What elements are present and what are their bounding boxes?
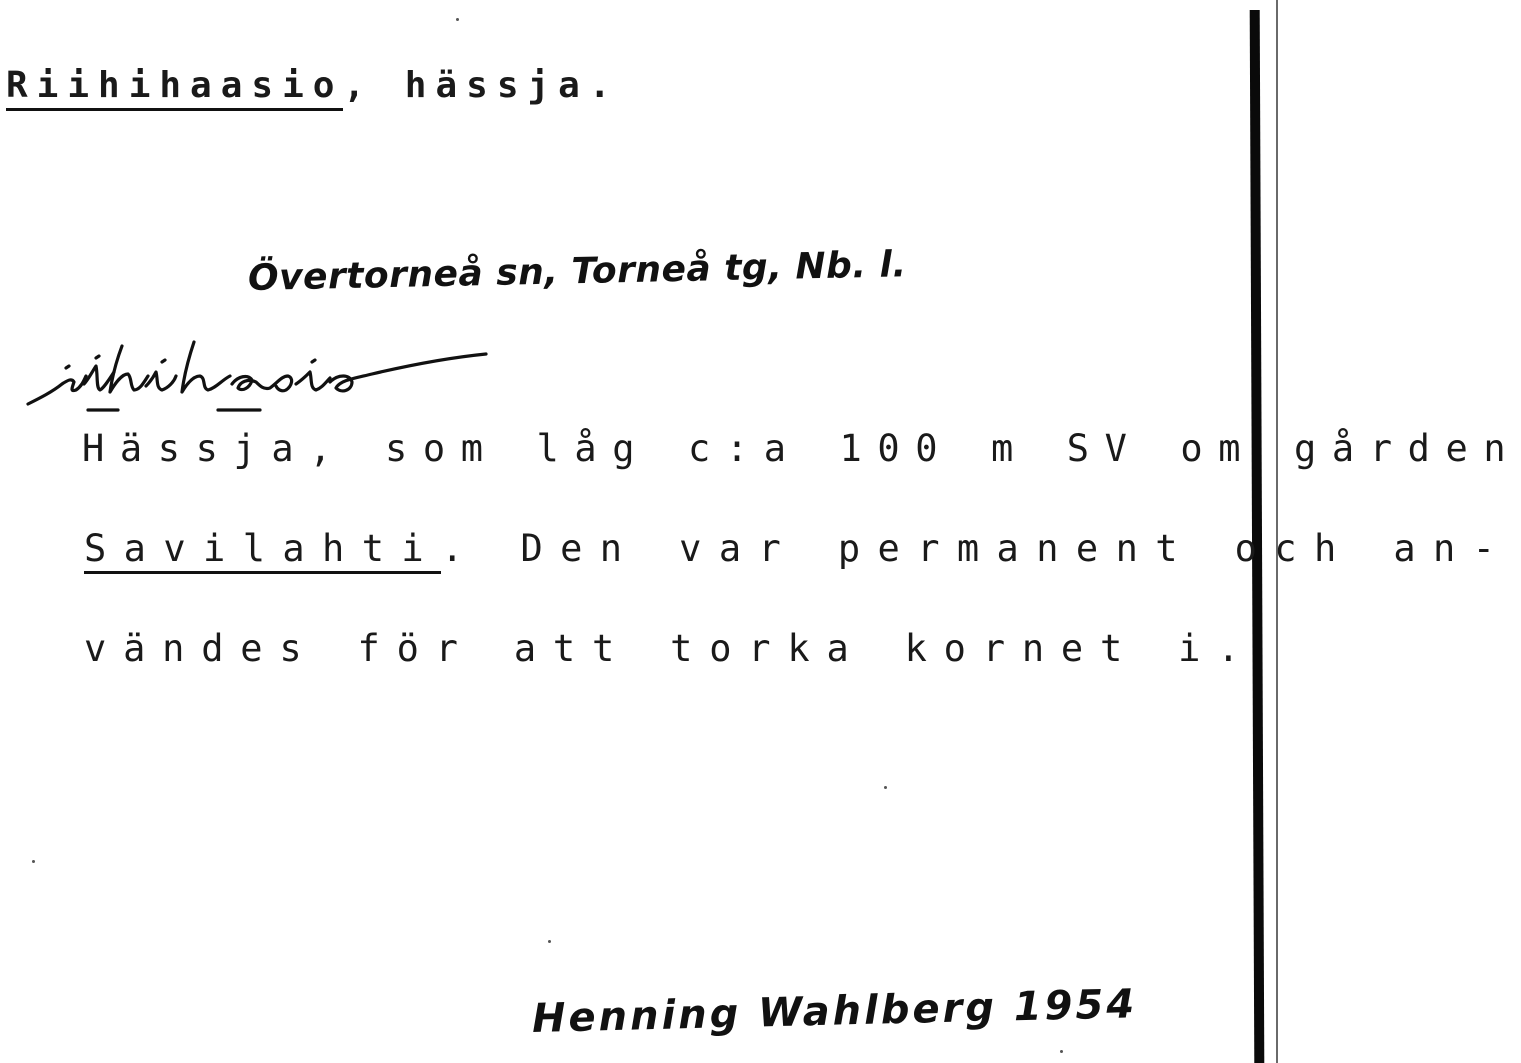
place-stamp: Övertorneå sn, Torneå tg, Nb. l.	[247, 244, 907, 299]
signature-stamp: Henning Wahlberg 1954	[531, 981, 1138, 1042]
scan-speck	[884, 786, 887, 789]
scan-speck	[1060, 1050, 1063, 1053]
body-line-2	[84, 527, 1513, 574]
handwritten-form	[26, 336, 496, 418]
scan-speck	[32, 860, 35, 863]
farm-name-underlined: Savilahti	[84, 530, 441, 574]
heading-separator: ,	[343, 65, 375, 106]
heading-line	[6, 65, 620, 111]
body-line-3: vändes för att torka kornet i.	[84, 627, 1257, 670]
scan-speck	[456, 18, 459, 21]
headword: Riihihaasio	[6, 68, 343, 111]
body-line-2-rest: . Den var permanent och an-	[441, 527, 1513, 570]
scan-speck	[548, 940, 551, 943]
body-line-1: Hässja, som låg c:a 100 m SV om gården	[82, 427, 1521, 470]
heading-gloss: hässja.	[404, 65, 620, 106]
